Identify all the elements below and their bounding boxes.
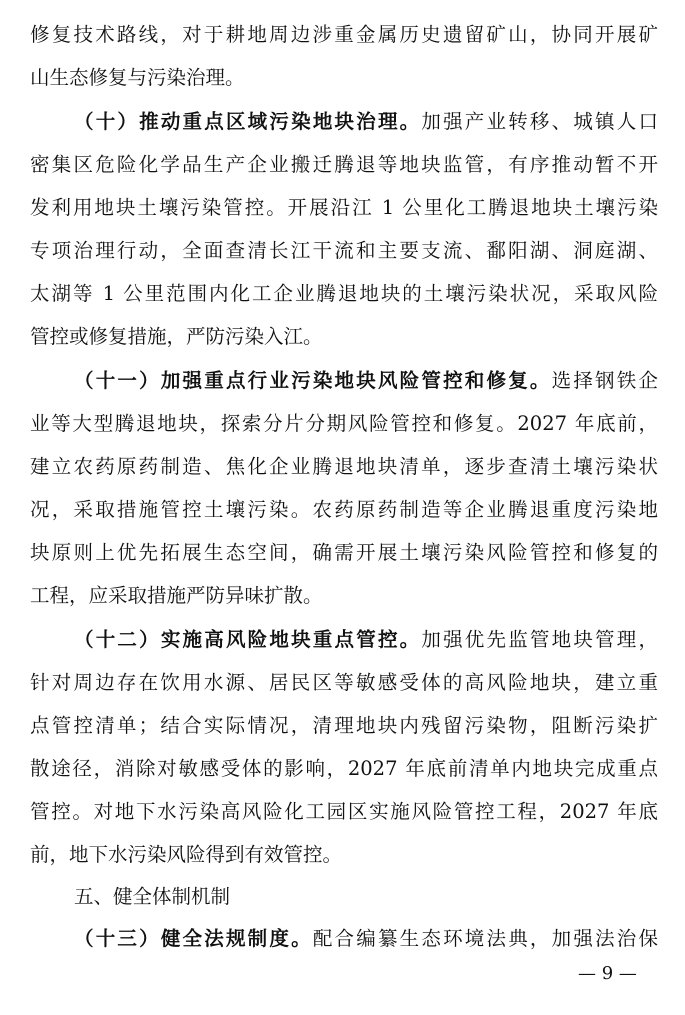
paragraph-line: 块原则上优先拓展生态空间，确需开展土壤污染风险管控和修复的 <box>30 541 658 564</box>
section-10-text: 加强产业转移、城镇人口 <box>421 110 658 133</box>
paragraph-line: 管控或修复措施，严防污染入江。 <box>30 325 323 348</box>
paragraph-line: 修复技术路线，对于耕地周边涉重金属历史遗留矿山，协同开展矿 <box>30 23 658 46</box>
section-11-title: （十一）加强重点行业污染地块风险管控和修复。 <box>74 369 552 392</box>
paragraph-line: 工程，应采取措施严防异味扩散。 <box>30 584 323 607</box>
paragraph-line: 前，地下水污染风险得到有效管控。 <box>30 843 343 866</box>
page-number: — 9 — <box>578 963 637 984</box>
section-13-title: （十三）健全法规制度。 <box>74 927 313 950</box>
section-13-text: 配合编纂生态环境法典，加强法治保 <box>312 927 658 950</box>
paragraph-line: 密集区危险化学品生产企业搬迁腾退等地块监管，有序推动暂不开 <box>30 153 658 176</box>
paragraph-line: 建立农药原药制造、焦化企业腾退地块清单，逐步查清土壤污染状 <box>30 455 658 478</box>
section-12-title: （十二）实施高风险地块重点管控。 <box>74 628 422 651</box>
paragraph-line: 管控。对地下水污染高风险化工园区实施风险管控工程，2027 年底 <box>30 800 658 823</box>
paragraph-line: 针对周边存在饮用水源、居民区等敏感受体的高风险地块，建立重 <box>30 671 658 694</box>
paragraph-line: 点管控清单；结合实际情况，清理地块内残留污染物，阻断污染扩 <box>30 714 658 737</box>
paragraph-line: 况，采取措施管控土壤污染。农药原药制造等企业腾退重度污染地 <box>30 498 658 521</box>
paragraph-line: 太湖等 1 公里范围内化工企业腾退地块的土壤污染状况，采取风险 <box>30 282 658 305</box>
section-11-first-line <box>74 366 658 396</box>
paragraph-line: 散途径，消除对敏感受体的影响，2027 年底前清单内地块完成重点 <box>30 757 658 780</box>
paragraph-line: 山生态修复与污染治理。 <box>30 66 245 89</box>
paragraph-line: 业等大型腾退地块，探索分片分期风险管控和修复。2027 年底前， <box>30 412 658 435</box>
section-12-first-line <box>74 625 658 655</box>
paragraph-line: 发利用地块土壤污染管控。开展沿江 1 公里化工腾退地块土壤污染 <box>30 196 658 219</box>
paragraph-line: 专项治理行动，全面查清长江干流和主要支流、鄱阳湖、洞庭湖、 <box>30 239 658 262</box>
section-10-first-line <box>74 107 658 137</box>
section-12-text: 加强优先监管地块管理， <box>421 628 658 651</box>
section-10-title: （十）推动重点区域污染地块治理。 <box>74 110 422 133</box>
chapter-heading: 五、健全体制机制 <box>74 885 231 908</box>
section-11-text: 选择钢铁企 <box>551 369 658 392</box>
section-13-first-line <box>74 924 658 954</box>
